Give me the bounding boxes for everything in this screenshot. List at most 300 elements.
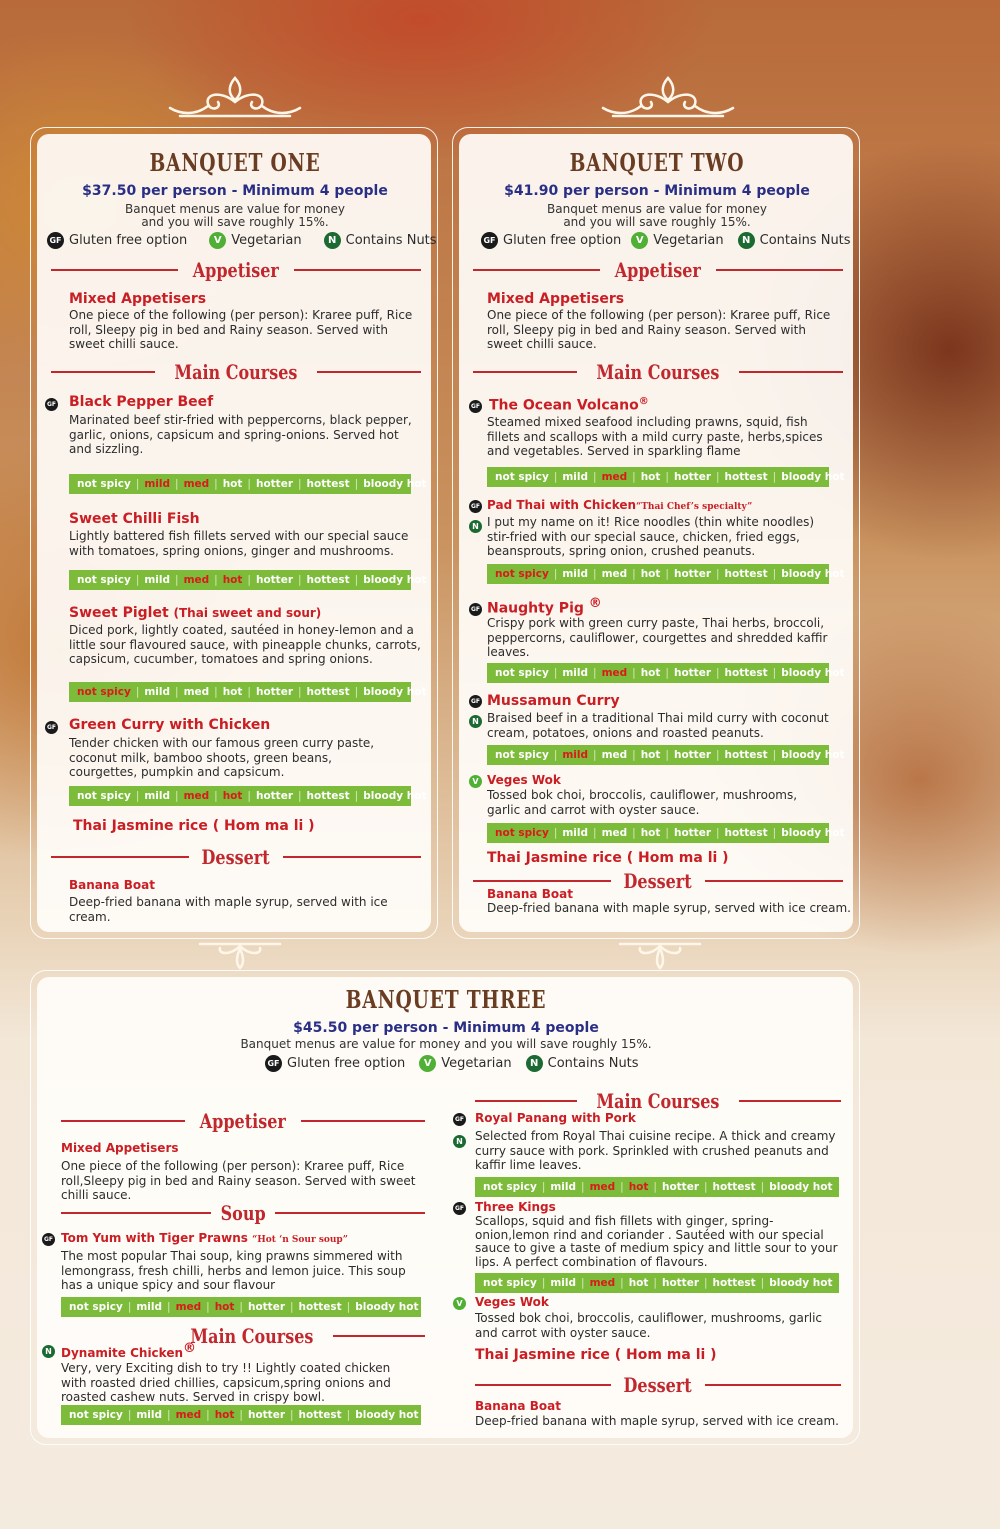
banquet-note: [37, 203, 433, 229]
spice-level-bloody-hot: bloody hot: [781, 827, 845, 839]
banquet-two-panel: [452, 127, 860, 939]
dish-name: [61, 1341, 196, 1360]
dish-name: Banana Boat: [475, 1399, 561, 1413]
section-title: Appetiser: [614, 258, 702, 282]
spice-level-bloody-hot: bloody hot: [769, 1277, 833, 1289]
vegetarian-icon: V: [419, 1055, 436, 1072]
spice-level-med: med: [601, 749, 628, 761]
dish-description: Very, very Exciting dish to try !! Lightly coated chicken with roasted dried chillies, capsicum,spring onions and roasted cashew nuts. Served in crispy bowl.: [61, 1361, 391, 1404]
dish-description: Crispy pork with green curry paste, Thai herbs, broccoli, peppercorns, cauliflower, courgettes and shredded kaffir leaves.: [487, 616, 828, 659]
vegetarian-icon: V: [469, 775, 482, 788]
dish-description: One piece of the following (per person): Kraree puff, Rice roll, Sleepy pig in bed and Rainy season. Served with sweet chilli sauce.: [487, 308, 831, 351]
banquet-three-panel: [30, 970, 860, 1445]
divider: [51, 856, 189, 858]
dish-name: [487, 498, 752, 512]
spice-separator: |: [716, 667, 720, 679]
divider: [716, 269, 843, 271]
spice-separator: |: [716, 749, 720, 761]
dish-name: Veges Wok: [487, 773, 561, 787]
spice-separator: |: [620, 1277, 624, 1289]
dish-description: Deep-fried banana with maple syrup, served with ice cream.: [487, 901, 851, 915]
divider: [473, 880, 611, 882]
legend-label: Contains Nuts: [345, 233, 437, 248]
spice-level-not-spicy: not spicy: [77, 686, 131, 698]
spice-separator: |: [206, 1409, 210, 1421]
section-title: Appetiser: [199, 1109, 287, 1133]
section-title: Appetiser: [192, 258, 280, 282]
spice-level-mild: mild: [562, 667, 589, 679]
bottom-scroll-ornament: [610, 938, 710, 970]
spice-scale: [61, 1297, 421, 1317]
banquet-one-card: [37, 134, 437, 932]
banquet-title: BANQUET TWO: [569, 148, 745, 177]
gluten-free-icon: GF: [47, 232, 64, 249]
dish-name: Mussamun Curry: [487, 693, 620, 709]
spice-separator: |: [632, 568, 636, 580]
spice-level-bloody-hot: bloody hot: [363, 790, 427, 802]
spice-separator: |: [247, 790, 251, 802]
spice-level-med: med: [183, 790, 210, 802]
top-scroll-ornament: [160, 72, 310, 124]
spice-separator: |: [593, 667, 597, 679]
dish-name: Black Pepper Beef: [69, 394, 214, 410]
spice-separator: |: [135, 790, 140, 802]
spice-separator: |: [665, 471, 669, 483]
dish-name: Mixed Appetisers: [61, 1141, 179, 1155]
spice-separator: |: [716, 568, 720, 580]
spice-level-hot: hot: [640, 667, 661, 679]
spice-separator: |: [167, 1409, 171, 1421]
spice-level-med: med: [183, 686, 210, 698]
spice-level-mild: mild: [144, 478, 171, 490]
spice-separator: |: [553, 827, 558, 839]
banquet-note-line: and you will save roughly 15%.: [563, 215, 751, 229]
divider: [475, 1100, 577, 1102]
spice-separator: |: [593, 749, 597, 761]
spice-level-hot: hot: [640, 749, 661, 761]
vegetarian-icon: V: [631, 232, 648, 249]
spice-separator: |: [593, 568, 597, 580]
vegetarian-icon: V: [453, 1297, 466, 1310]
spice-level-mild: mild: [562, 749, 589, 761]
spice-separator: |: [346, 1301, 351, 1313]
spice-level-mild: mild: [136, 1409, 163, 1421]
spice-level-bloody-hot: bloody hot: [355, 1301, 419, 1313]
dish-name-text: Sweet Piglet: [69, 605, 169, 621]
banquet-note-line: Banquet menus are value for money: [547, 202, 767, 216]
spice-separator: |: [175, 574, 179, 586]
bottom-scroll-ornament: [190, 938, 290, 970]
divider: [475, 1384, 611, 1386]
dish-description: Tender chicken with our famous green curry paste, coconut milk, bamboo shoots, green beans, courgettes, pumpkin and capsicum.: [69, 736, 375, 779]
spice-separator: |: [704, 1181, 708, 1193]
spice-separator: |: [175, 686, 179, 698]
divider: [705, 880, 843, 882]
dish-description: Selected from Royal Thai cuisine recipe. A thick and creamy curry sauce with pork. Sprinkled with crushed peanuts and kaffir lime leaves.: [475, 1129, 836, 1172]
spice-separator: |: [541, 1277, 546, 1289]
banquet-note: Banquet menus are value for money and you will save roughly 15%.: [240, 1037, 652, 1051]
spice-scale: [475, 1273, 839, 1293]
dish-description: Scallops, squid and fish fillets with ginger, spring-onion,lemon rind and coriander . Sautéed with our special sauce to give a taste of medium spicy and little sour to your lips. A perfect combination of flavours.: [475, 1214, 838, 1269]
section-heading: [473, 258, 843, 282]
spice-level-hottest: hottest: [724, 667, 768, 679]
divider: [473, 371, 577, 373]
banquet-title: BANQUET THREE: [345, 985, 547, 1014]
dish-name: Mixed Appetisers: [487, 291, 625, 307]
spice-level-not-spicy: not spicy: [483, 1181, 537, 1193]
dish-description: Steamed mixed seafood including prawns, squid, fish fillets and scallops with a mild curry paste, herbs,spices and vegetables. Served in sparkling flame: [487, 415, 823, 458]
spice-level-not-spicy: not spicy: [69, 1409, 123, 1421]
spice-separator: |: [553, 667, 558, 679]
spice-separator: |: [290, 1301, 294, 1313]
spice-scale: [69, 570, 427, 590]
section-heading: [51, 360, 421, 384]
spice-separator: |: [716, 827, 720, 839]
spice-separator: |: [354, 478, 359, 490]
dish-description: Tossed bok choi, broccolis, cauliflower, mushrooms, garlic and carrot with oyster sauce.: [475, 1311, 823, 1340]
spice-separator: |: [760, 1277, 765, 1289]
legend-label: Gluten free option: [503, 233, 622, 248]
spice-level-mild: mild: [562, 827, 589, 839]
spice-separator: |: [298, 790, 302, 802]
section-title: Main Courses: [190, 1324, 314, 1348]
spice-level-hotter: hotter: [673, 568, 711, 580]
banquet-note-line: Banquet menus are value for money: [125, 202, 345, 216]
spice-separator: |: [167, 1301, 171, 1313]
dish-description: Marinated beef stir-fried with peppercorns, black pepper, garlic, onions, capsicum and spring-onions. Served hot and sizzling.: [69, 413, 412, 456]
spice-separator: |: [665, 568, 669, 580]
spice-separator: |: [214, 790, 218, 802]
banquet-title: BANQUET ONE: [149, 148, 321, 177]
dish-name-text: Tom Yum with Tiger Prawns: [61, 1231, 248, 1245]
dish-description: Lightly battered fish fillets served with our special sauce with tomatoes, spring onions, ginger and mushrooms.: [69, 529, 409, 558]
spice-level-med: med: [175, 1301, 202, 1313]
spice-level-hot: hot: [222, 686, 243, 698]
dish-subtitle: (Thai sweet and sour): [173, 606, 322, 620]
spice-level-bloody-hot: bloody hot: [781, 667, 845, 679]
spice-level-hot: hot: [640, 827, 661, 839]
section-title: Dessert: [623, 1373, 693, 1397]
spice-separator: |: [665, 667, 669, 679]
nuts-icon: N: [469, 715, 482, 728]
spice-level-med: med: [601, 827, 628, 839]
dish-name: [69, 605, 321, 621]
spice-level-hotter: hotter: [247, 1301, 285, 1313]
spice-level-hot: hot: [214, 1301, 235, 1313]
spice-separator: |: [175, 478, 179, 490]
dish-description: One piece of the following (per person): Kraree puff, Rice roll,Sleepy pig in bed and Rainy season. Served with sweet chilli sauce.: [61, 1159, 416, 1202]
spice-level-hotter: hotter: [247, 1409, 285, 1421]
spice-level-mild: mild: [144, 790, 171, 802]
section-heading: [473, 360, 843, 384]
spice-level-hot: hot: [222, 478, 243, 490]
spice-level-bloody-hot: bloody hot: [363, 478, 427, 490]
spice-separator: |: [214, 686, 218, 698]
spice-level-not-spicy: not spicy: [495, 568, 549, 580]
spice-level-med: med: [589, 1181, 616, 1193]
spice-level-hotter: hotter: [661, 1277, 699, 1289]
spice-separator: |: [290, 1409, 294, 1421]
spice-level-not-spicy: not spicy: [69, 1301, 123, 1313]
spice-level-bloody-hot: bloody hot: [355, 1409, 419, 1421]
section-title: Main Courses: [174, 360, 298, 384]
spice-scale: [69, 786, 427, 806]
gluten-free-icon: GF: [469, 695, 482, 708]
divider: [61, 1120, 185, 1122]
spice-separator: |: [653, 1181, 657, 1193]
spice-separator: |: [247, 478, 251, 490]
legend-label: Vegetarian: [231, 233, 302, 248]
dish-description: One piece of the following (per person): Kraree puff, Rice roll, Sleepy pig in bed and Rainy season. Served with sweet chilli sauce.: [69, 308, 413, 351]
spice-level-hot: hot: [640, 471, 661, 483]
nuts-icon: N: [42, 1345, 55, 1358]
gluten-free-icon: GF: [42, 1233, 55, 1246]
section-heading: [475, 1373, 841, 1397]
divider: [739, 1100, 841, 1102]
spice-level-hotter: hotter: [673, 827, 711, 839]
spice-separator: |: [553, 568, 558, 580]
spice-separator: |: [247, 686, 251, 698]
section-title: Main Courses: [596, 1089, 720, 1113]
dish-name-text: The Ocean Volcano: [489, 397, 639, 414]
spice-level-bloody-hot: bloody hot: [781, 471, 845, 483]
banquet-one-panel: [30, 127, 438, 939]
spice-level-hotter: hotter: [661, 1181, 699, 1193]
spice-scale: [61, 1405, 421, 1425]
spice-separator: |: [298, 686, 302, 698]
legend-label: Contains Nuts: [759, 233, 851, 248]
legend-label: Contains Nuts: [547, 1056, 639, 1071]
nuts-icon: N: [453, 1135, 466, 1148]
gluten-free-icon: GF: [469, 500, 482, 513]
spice-level-not-spicy: not spicy: [495, 667, 549, 679]
spice-level-hotter: hotter: [255, 478, 293, 490]
divider: [473, 269, 600, 271]
spice-scale: [69, 474, 427, 494]
spice-separator: |: [665, 749, 669, 761]
banquet-price: $41.90 per person - Minimum 4 people: [504, 183, 810, 199]
spice-separator: |: [772, 667, 777, 679]
banquet-note: [459, 203, 855, 229]
dish-description: Deep-fried banana with maple syrup, served with ice cream.: [475, 1414, 839, 1428]
spice-level-hotter: hotter: [255, 790, 293, 802]
spice-level-hottest: hottest: [306, 686, 350, 698]
spice-scale: [487, 823, 845, 843]
spice-separator: |: [581, 1277, 585, 1289]
spice-level-hottest: hottest: [712, 1181, 756, 1193]
spice-scale: [475, 1177, 839, 1197]
divider: [275, 1212, 425, 1214]
spice-level-hot: hot: [628, 1277, 649, 1289]
spice-separator: |: [354, 790, 359, 802]
spice-separator: |: [135, 686, 140, 698]
top-scroll-ornament: [593, 72, 743, 124]
nuts-icon: N: [526, 1055, 543, 1072]
spice-separator: |: [214, 478, 218, 490]
spice-level-not-spicy: not spicy: [77, 574, 131, 586]
spice-level-not-spicy: not spicy: [77, 790, 131, 802]
section-title: Dessert: [623, 869, 693, 893]
spice-level-med: med: [601, 568, 628, 580]
dish-name: Three Kings: [475, 1200, 556, 1214]
spice-level-mild: mild: [144, 686, 171, 698]
dish-name: Veges Wok: [475, 1295, 549, 1309]
spice-level-mild: mild: [562, 568, 589, 580]
spice-level-mild: mild: [136, 1301, 163, 1313]
spice-level-hottest: hottest: [712, 1277, 756, 1289]
banquet-two-card: [459, 134, 853, 932]
spice-level-hottest: hottest: [724, 568, 768, 580]
spice-level-med: med: [175, 1409, 202, 1421]
divider: [61, 1212, 211, 1214]
spice-level-hot: hot: [214, 1409, 235, 1421]
spice-separator: |: [581, 1181, 585, 1193]
spice-level-hottest: hottest: [724, 471, 768, 483]
spice-level-hotter: hotter: [255, 574, 293, 586]
gluten-free-icon: GF: [469, 400, 482, 413]
nuts-icon: N: [324, 232, 341, 249]
section-heading: [51, 845, 421, 869]
spice-level-mild: mild: [550, 1181, 577, 1193]
spice-separator: |: [772, 471, 777, 483]
divider: [283, 856, 421, 858]
section-title: Main Courses: [596, 360, 720, 384]
legend-label: Gluten free option: [287, 1056, 406, 1071]
spice-separator: |: [760, 1181, 765, 1193]
spice-level-not-spicy: not spicy: [495, 471, 549, 483]
divider: [51, 371, 155, 373]
spice-level-mild: mild: [550, 1277, 577, 1289]
spice-separator: |: [135, 478, 140, 490]
dish-description: The most popular Thai soup, king prawns simmered with lemongrass, fresh chilli, herbs and lemon juice. This soup has a unique spicy and sour flavour: [61, 1249, 406, 1292]
spice-separator: |: [239, 1409, 243, 1421]
dish-name-text: Dynamite Chicken: [61, 1346, 184, 1360]
registered-mark: ®: [183, 1341, 197, 1356]
section-title: Soup: [220, 1201, 266, 1225]
spice-level-not-spicy: not spicy: [495, 749, 549, 761]
gluten-free-icon: GF: [45, 721, 58, 734]
spice-separator: |: [653, 1277, 657, 1289]
dish-name-text: Pad Thai with Chicken: [487, 498, 637, 512]
spice-separator: |: [298, 478, 302, 490]
section-heading: [61, 1201, 425, 1225]
legend-label: Vegetarian: [653, 233, 724, 248]
spice-level-hottest: hottest: [298, 1301, 342, 1313]
banquet-note-line: and you will save roughly 15%.: [141, 215, 329, 229]
spice-separator: |: [772, 827, 777, 839]
spice-level-not-spicy: not spicy: [495, 827, 549, 839]
rice-item: Thai Jasmine rice ( Hom ma li ): [487, 850, 729, 866]
banquet-price: $45.50 per person - Minimum 4 people: [293, 1020, 599, 1036]
spice-separator: |: [632, 471, 636, 483]
spice-level-med: med: [183, 478, 210, 490]
spice-level-hottest: hottest: [306, 478, 350, 490]
gluten-free-icon: GF: [469, 603, 482, 616]
section-title: Dessert: [201, 845, 271, 869]
registered-mark: ®: [588, 596, 602, 611]
banquet-price: $37.50 per person - Minimum 4 people: [82, 183, 388, 199]
spice-separator: |: [354, 686, 359, 698]
dish-name: [489, 396, 649, 414]
spice-separator: |: [206, 1301, 210, 1313]
spice-level-med: med: [183, 574, 210, 586]
dish-name-text: Naughty Pig: [487, 600, 584, 617]
dish-name: Sweet Chilli Fish: [69, 511, 200, 527]
spice-level-hot: hot: [222, 574, 243, 586]
spice-separator: |: [553, 749, 558, 761]
spice-separator: |: [716, 471, 720, 483]
dietary-legend: [481, 232, 873, 249]
spice-separator: |: [593, 471, 597, 483]
divider: [317, 371, 421, 373]
spice-level-hot: hot: [628, 1181, 649, 1193]
spice-scale: [487, 467, 845, 487]
divider: [301, 1120, 425, 1122]
spice-level-med: med: [601, 471, 628, 483]
divider: [705, 1384, 841, 1386]
spice-separator: |: [298, 574, 302, 586]
dish-description: Diced pork, lightly coated, sautéed in honey-lemon and a little sour flavoured sauce, with pineapple chunks, carrots, capsicum, cucumber, tomatoes and spring onions.: [69, 623, 421, 666]
spice-scale: [487, 663, 845, 683]
spice-level-hotter: hotter: [673, 471, 711, 483]
section-heading: [475, 1089, 841, 1113]
nuts-icon: N: [738, 232, 755, 249]
legend-label: Gluten free option: [69, 233, 188, 248]
dish-name: [61, 1231, 348, 1245]
dish-name: Banana Boat: [487, 887, 573, 901]
spice-separator: |: [354, 574, 359, 586]
spice-scale: [487, 564, 845, 584]
spice-separator: |: [541, 1181, 546, 1193]
spice-separator: |: [772, 568, 777, 580]
spice-separator: |: [239, 1301, 243, 1313]
spice-scale: [69, 682, 427, 702]
legend-label: Vegetarian: [441, 1056, 512, 1071]
dish-name: Mixed Appetisers: [69, 291, 207, 307]
spice-separator: |: [214, 574, 218, 586]
spice-separator: |: [346, 1409, 351, 1421]
spice-level-bloody-hot: bloody hot: [363, 574, 427, 586]
dietary-legend: [265, 1055, 661, 1072]
banquet-three-card: [37, 977, 853, 1438]
dish-specialty: “Hot ‘n Sour soup”: [252, 1235, 348, 1245]
dish-description: Deep-fried banana with maple syrup, served with ice cream.: [69, 895, 388, 924]
spice-level-med: med: [601, 667, 628, 679]
gluten-free-icon: GF: [265, 1055, 282, 1072]
spice-separator: |: [772, 749, 777, 761]
spice-level-med: med: [589, 1277, 616, 1289]
divider: [51, 269, 178, 271]
spice-level-hotter: hotter: [255, 686, 293, 698]
spice-separator: |: [704, 1277, 708, 1289]
spice-level-hottest: hottest: [306, 790, 350, 802]
spice-separator: |: [175, 790, 179, 802]
dish-name: [487, 596, 602, 617]
dish-description: I put my name on it! Rice noodles (thin white noodles) stir-fried with our special sauce, chicken, fried eggs, beansprouts, spring onion, crushed peanuts.: [487, 515, 815, 558]
gluten-free-icon: GF: [45, 398, 58, 411]
dish-description: Braised beef in a traditional Thai mild curry with coconut cream, potatoes, onions and roasted peanuts.: [487, 711, 829, 740]
dish-description: Tossed bok choi, broccolis, cauliflower, mushrooms, garlic and carrot with oyster sauce.: [487, 788, 798, 817]
dietary-legend: [47, 232, 459, 249]
spice-separator: |: [135, 574, 140, 586]
spice-level-not-spicy: not spicy: [483, 1277, 537, 1289]
spice-level-hot: hot: [222, 790, 243, 802]
spice-separator: |: [632, 667, 636, 679]
gluten-free-icon: GF: [481, 232, 498, 249]
divider: [739, 371, 843, 373]
spice-separator: |: [665, 827, 669, 839]
spice-level-mild: mild: [562, 471, 589, 483]
